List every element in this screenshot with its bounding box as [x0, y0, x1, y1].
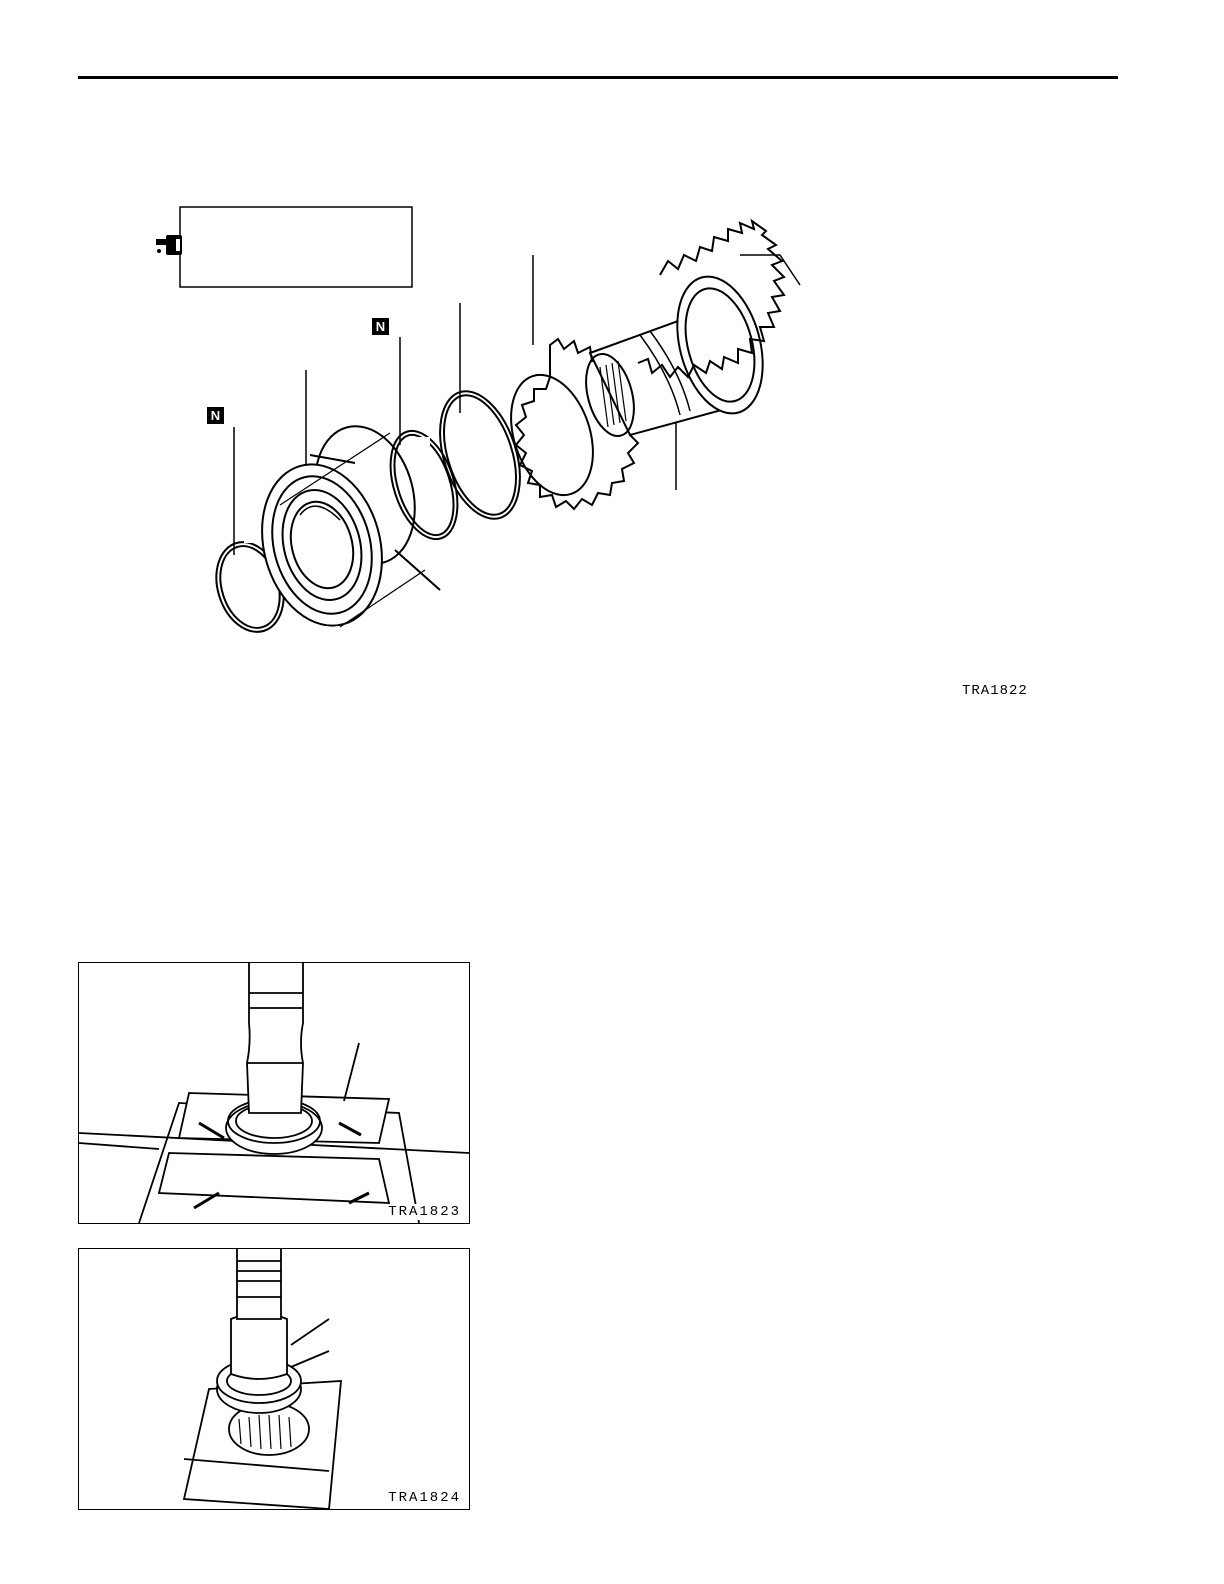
ball-bearing	[245, 415, 440, 639]
top-rule	[78, 76, 1118, 79]
exploded-view-figure	[140, 195, 1060, 715]
new-part-marker: N	[372, 318, 389, 335]
bearing-removal-photo	[78, 962, 470, 1224]
grease-can-icon	[156, 235, 182, 255]
bearing-installation-photo	[78, 1248, 470, 1510]
bearing-removal-drawing	[79, 963, 469, 1223]
exploded-view-drawing	[140, 195, 1060, 715]
figure-code: TRA1823	[388, 1204, 461, 1220]
figure-code: TRA1822	[962, 683, 1028, 699]
countershaft-gear	[578, 221, 800, 441]
figure-code: TRA1824	[388, 1490, 461, 1506]
bearing-installation-drawing	[79, 1249, 469, 1509]
new-part-marker: N	[207, 407, 224, 424]
legend-box	[180, 207, 412, 287]
snap-ring-middle	[378, 422, 470, 547]
